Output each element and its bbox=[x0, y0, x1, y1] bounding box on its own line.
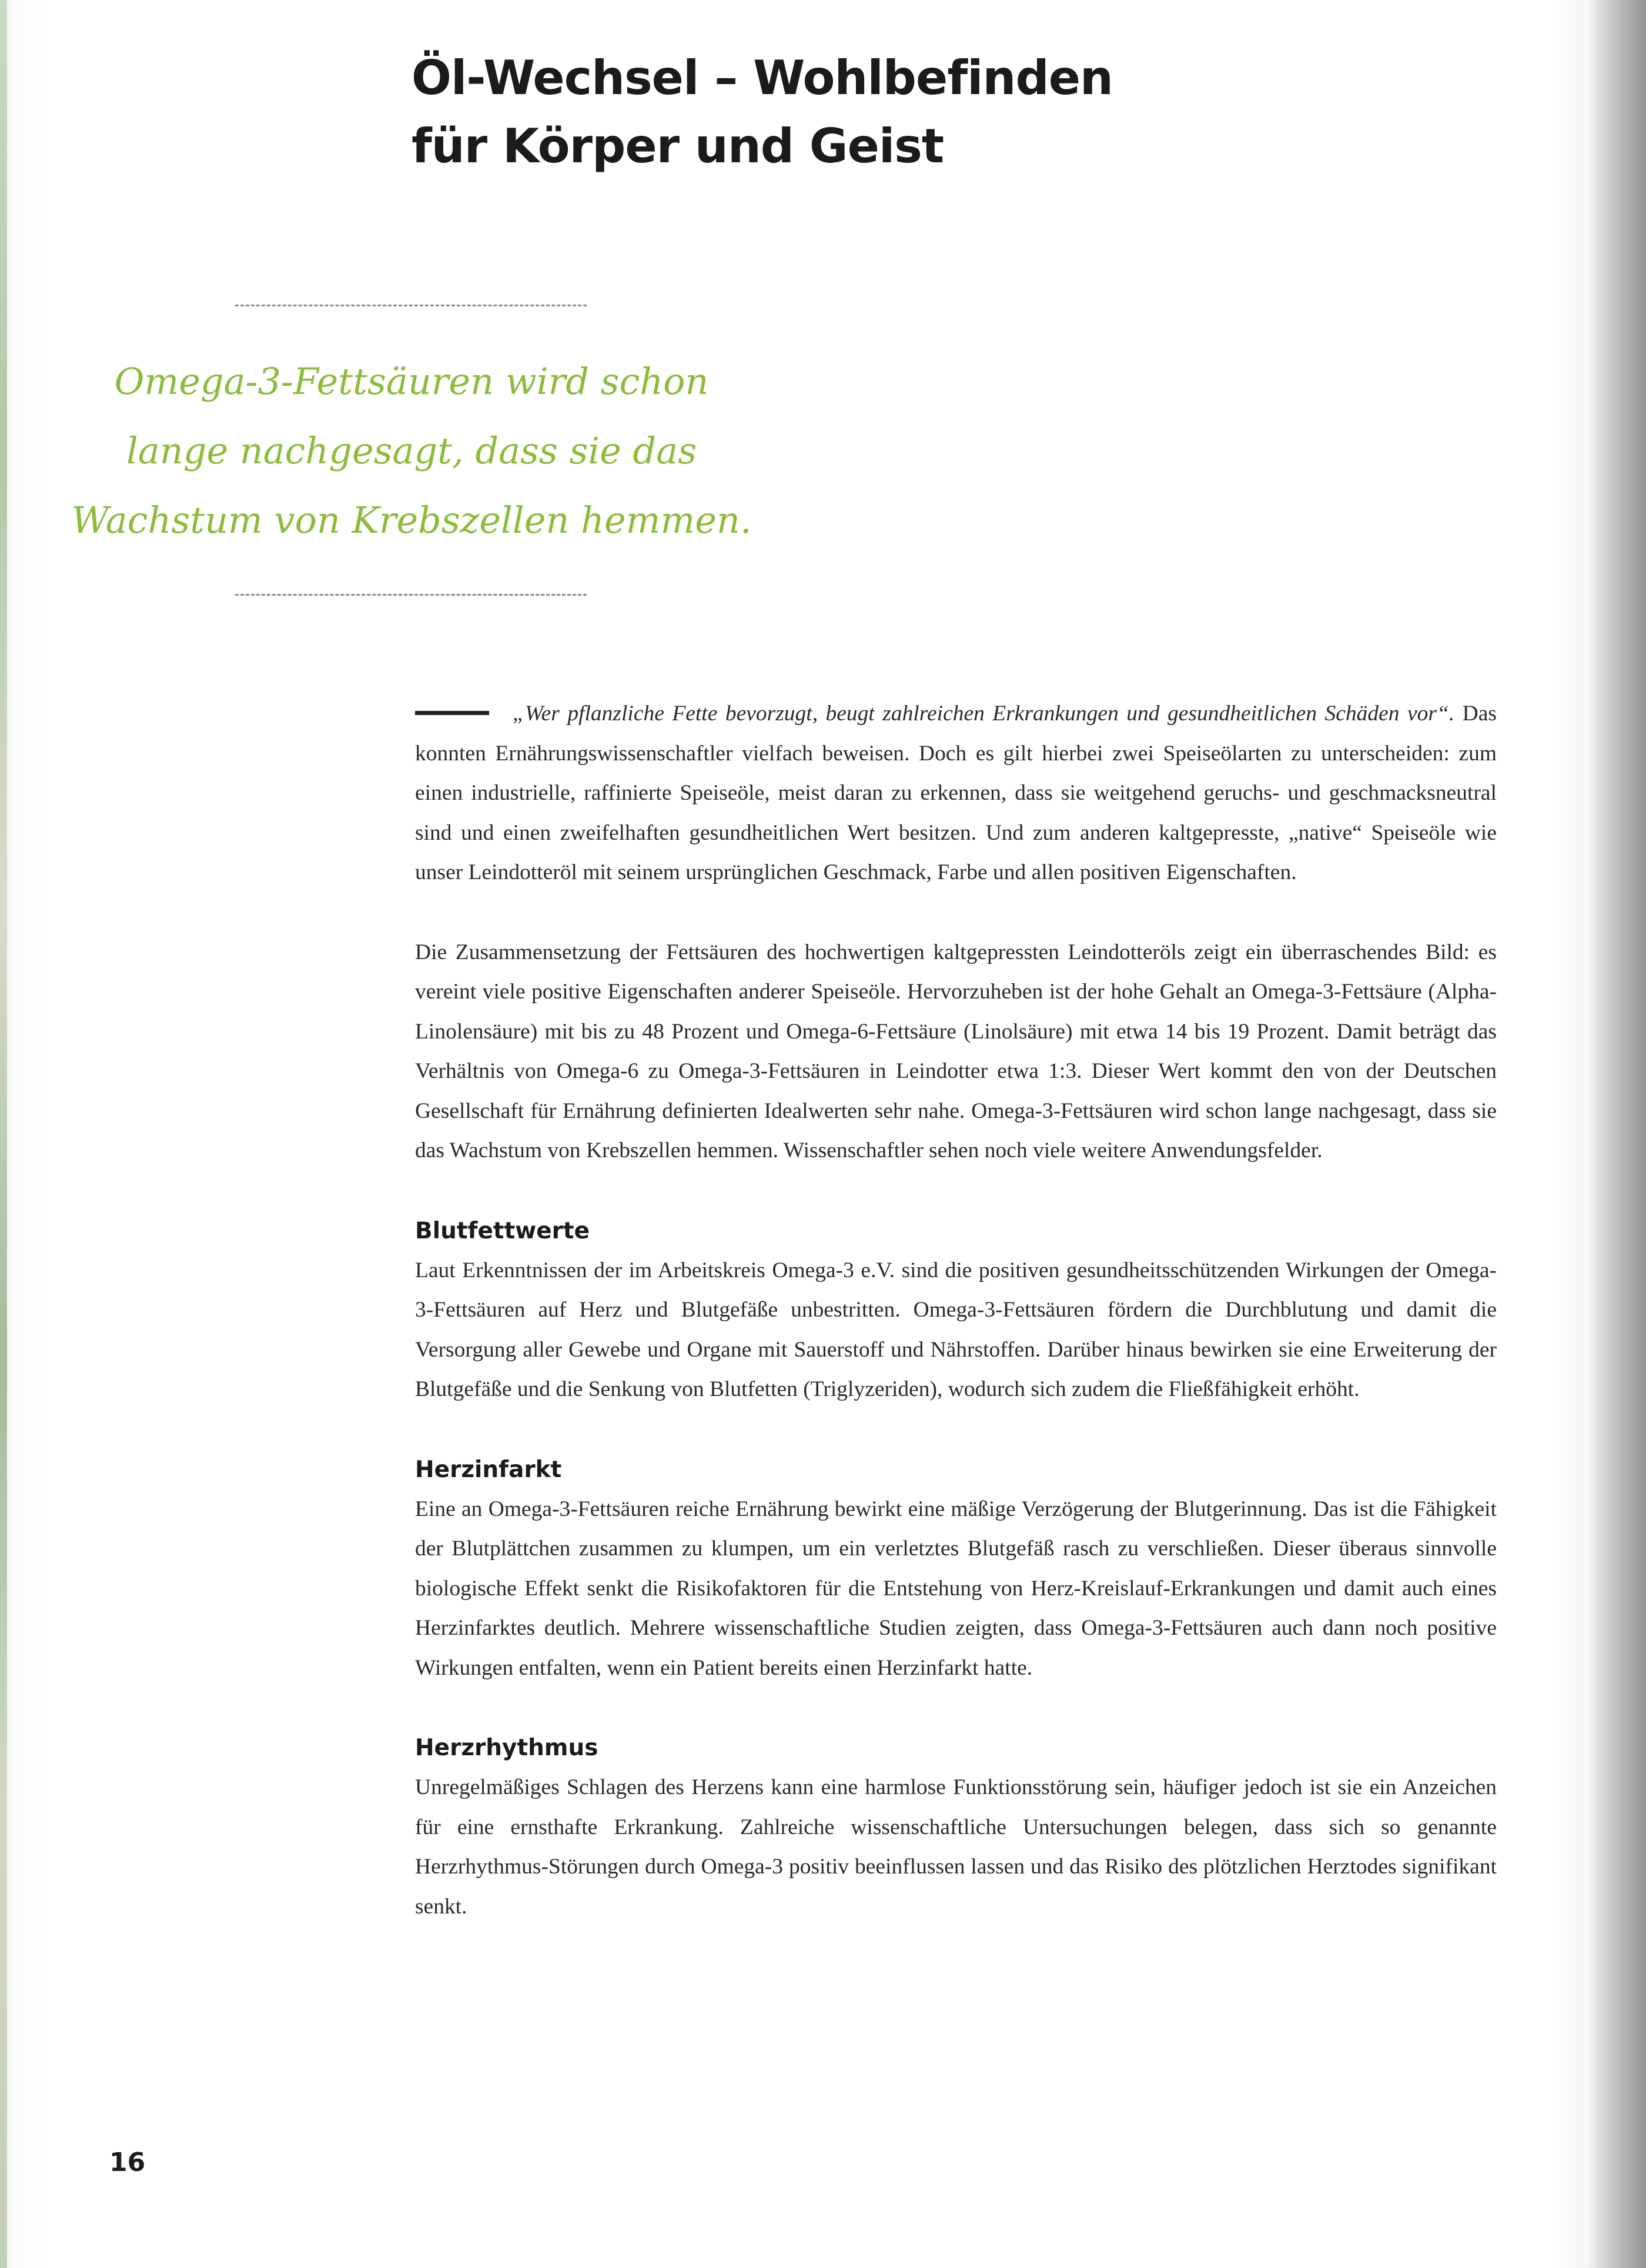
page-edge-strip bbox=[0, 0, 7, 2268]
pull-quote-rule-bottom bbox=[235, 594, 587, 596]
binding-shadow bbox=[1593, 0, 1646, 2268]
section-text-herzinfarkt: Eine an Omega-3-Fettsäuren reiche Ernährung bewirkt eine mäßige Verzögerung der Blutgerinnung. Das ist die Fähigkeit der Blutplättchen zusammen zu klumpen, um ein verletztes Blutgefäß rasch zu verschließen. Dieser überaus sinnvolle biologische Effekt senkt die Risikofaktoren für die Entstehung von Herz-Kreislauf-Erkrankungen und damit auch eines Herzinfarktes deutlich. Mehrere wissenschaftliche Studien zeigten, dass Omega-3-Fettsäuren auch dann noch positive Wirkungen entfalten, wenn ein Patient bereits einen Herzinfarkt hatte. bbox=[415, 1497, 1497, 1680]
intro-paragraph bbox=[415, 694, 1497, 893]
page-number: 16 bbox=[109, 2147, 146, 2177]
intro-text: Das konnten Ernährungswissenschaftler vielfach beweisen. Doch es gilt hierbei zwei Speiseölarten zu unterscheiden: zum einen industrielle, raffinierte Speiseöle, meist daran zu erkennen, dass sie weitgehend geruchs- und geschmacksneutral sind und einen zweifelhaften gesundheitlichen Wert besitzen. Und zum anderen kaltgepresste, „native“ Speiseöle wie unser Leindotteröl mit seinem ursprünglichen Geschmack, Farbe und allen positiven Eigenschaften. bbox=[415, 702, 1497, 884]
section-text-herzrhythmus: Unregelmäßiges Schlagen des Herzens kann eine harmlose Funktionsstörung sein, häufiger jedoch ist sie ein Anzeichen für eine ernsthafte Erkrankung. Zahlreiche wissenschaftliche Untersuchungen belegen, dass sich so genannte Herzrhythmus-Störungen durch Omega-3 positiv beeinflussen lassen und das Risiko des plötzlichen Herztodes signifikant senkt. bbox=[415, 1775, 1497, 1919]
article-body bbox=[415, 694, 1497, 1926]
pull-quote-line-2: lange nachgesagt, dass sie das bbox=[126, 429, 697, 472]
page-title-line-2: für Körper und Geist bbox=[412, 119, 944, 173]
intro-quote: „Wer pflanzliche Fette bevorzugt, beugt zahlreichen Erkrankungen und gesundheitlichen Schäden vor“. bbox=[513, 702, 1455, 726]
pull-quote-line-1: Omega-3-Fettsäuren wird schon bbox=[114, 360, 709, 403]
page-title bbox=[412, 44, 1528, 181]
section-heading-herzrhythmus: Herzrhythmus bbox=[415, 1735, 598, 1761]
section-text-blutfettwerte: Laut Erkenntnissen der im Arbeitskreis Omega-3 e.V. sind die positiven gesundheitsschützenden Wirkungen der Omega-3-Fettsäuren auf Herz und Blutgefäße unbestritten. Omega-3-Fettsäuren fördern die Durchblutung und damit die Versorgung aller Gewebe und Organe mit Sauerstoff und Nährstoffen. Darüber hinaus bewirken sie eine Erweiterung der Blutgefäße und die Senkung von Blutfetten (Triglyzeriden), wodurch sich zudem die Fließfähigkeit erhöht. bbox=[415, 1258, 1497, 1401]
page-title-line-1: Öl-Wechsel – Wohlbefinden bbox=[412, 51, 1113, 105]
section-heading-herzinfarkt: Herzinfarkt bbox=[415, 1456, 562, 1483]
pull-quote-rule-top bbox=[235, 305, 587, 306]
section-heading-blutfettwerte: Blutfettwerte bbox=[415, 1217, 590, 1244]
pull-quote bbox=[59, 347, 764, 555]
pull-quote-line-3: Wachstum von Krebszellen hemmen. bbox=[71, 499, 752, 542]
composition-paragraph: Die Zusammensetzung der Fettsäuren des hochwertigen kaltgepressten Leindotteröls zeigt ein überraschendes Bild: es vereint viele positive Eigenschaften anderer Speiseöle. Hervorzuheben ist der hohe Gehalt an Omega-3-Fettsäure (Alpha-Linolensäure) mit bis zu 48 Prozent und Omega-6-Fettsäure (Linolsäure) mit etwa 14 bis 19 Prozent. Damit beträgt das Verhältnis von Omega-6 zu Omega-3-Fettsäuren in Leindotter etwa 1:3. Dieser Wert kommt den von der Deutschen Gesellschaft für Ernährung definierten Idealwerten sehr nahe. Omega-3-Fettsäuren wird schon lange nachgesagt, dass sie das Wachstum von Krebszellen hemmen. Wissenschaftler sehen noch viele weitere Anwendungsfelder. bbox=[415, 940, 1497, 1163]
intro-dash-icon bbox=[415, 711, 489, 715]
